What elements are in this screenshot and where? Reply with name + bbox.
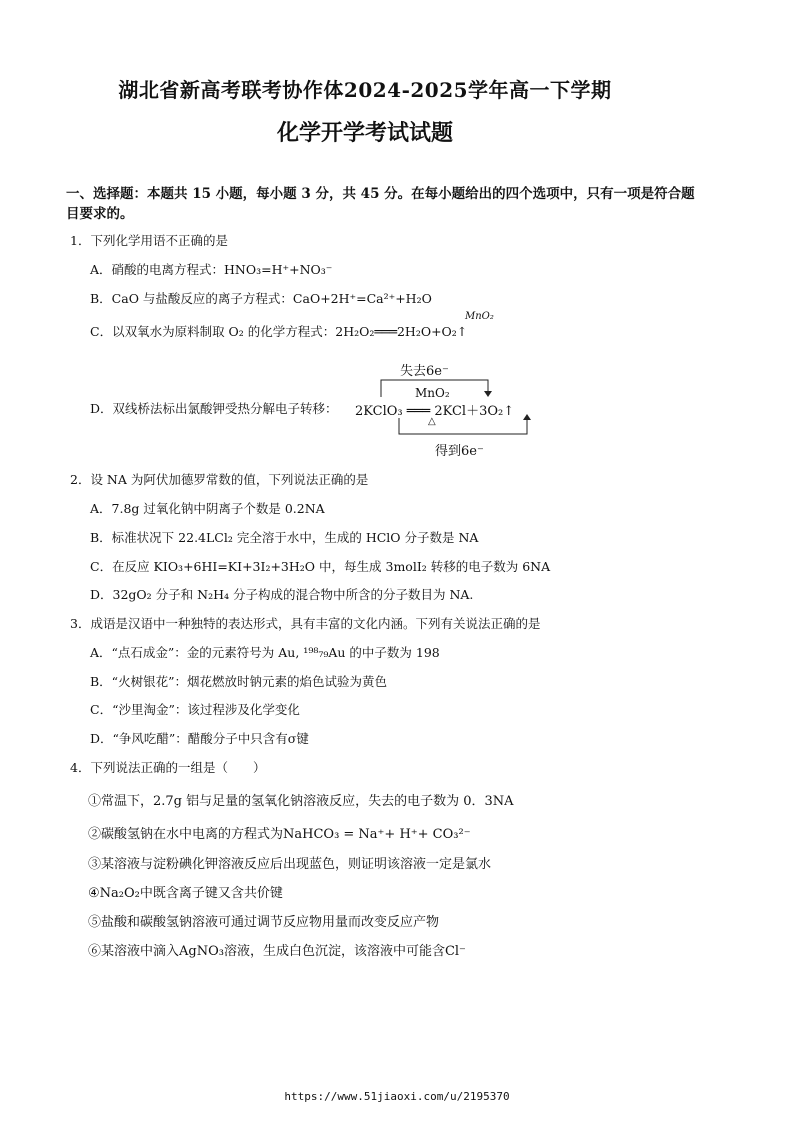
question-1-option-b: B．CaO 与盐酸反应的离子方程式：CaO+2H⁺=Ca²⁺+H₂O [90, 291, 432, 306]
question-1-option-a: A．硝酸的电离方程式：HNO₃=H⁺+NO₃⁻ [90, 262, 333, 277]
catalyst-label: MnO₂ [415, 386, 450, 400]
question-2-option-d: D．32gO₂ 分子和 N₂H₄ 分子构成的混合物中所含的分子数目为 NA. [90, 587, 474, 602]
question-2-option-c: C．在反应 KIO₃+6HI=KI+3I₂+3H₂O 中，每生成 3molI₂ 转移的电子数为 6NA [90, 559, 551, 574]
question-1-stem: 1．下列化学用语不正确的是 [70, 233, 228, 248]
question-4-item-2: ②碳酸氢钠在水中电离的方程式为NaHCO₃ = Na⁺+ H⁺+ CO₃²⁻ [88, 827, 471, 842]
question-1-option-c-condition: MnO₂ [465, 311, 494, 322]
section-heading: 一、选择题：本题共 15 小题，每小题 3 分，共 45 分。在每小题给出的四个选项中，只有一项是符合题目要求的。 [66, 186, 695, 222]
question-4-item-6: ⑥某溶液中滴入AgNO₃溶液，生成白色沉淀，该溶液中可能含Cl⁻ [88, 944, 466, 959]
electron-transfer-diagram [355, 360, 585, 460]
question-3-stem: 3．成语是汉语中一种独特的表达形式，具有丰富的文化内涵。下列有关说法正确的是 [70, 616, 541, 631]
question-2-option-b: B．标准状况下 22.4LCl₂ 完全溶于水中，生成的 HClO 分子数是 NA [90, 530, 479, 545]
electron-lost-label: 失去6e⁻ [400, 364, 449, 379]
question-1-option-c: C．以双氧水为原料制取 O₂ 的化学方程式：2H₂O₂═══2H₂O+O₂↑ [90, 324, 468, 339]
decomposition-equation: 2KClO₃ ═══ 2KCl＋3O₂↑ [355, 404, 515, 419]
question-4-item-3: ③某溶液与淀粉碘化钾溶液反应后出现蓝色，则证明该溶液一定是氯水 [88, 857, 492, 872]
electron-gained-label: 得到6e⁻ [435, 444, 484, 459]
question-3-option-d: D．“争风吃醋”：醋酸分子中只含有σ键 [90, 731, 309, 746]
question-3-option-c: C．“沙里淘金”：该过程涉及化学变化 [90, 702, 300, 717]
question-4-item-1: ①常温下，2.7g 铝与足量的氢氧化钠溶液反应，失去的电子数为 0．3NA [88, 794, 514, 809]
question-3-option-b: B．“火树银花”：烟花燃放时钠元素的焰色试验为黄色 [90, 674, 387, 689]
question-1-option-d: D．双线桥法标出氯酸钾受热分解电子转移： [90, 401, 338, 416]
question-4-item-4: ④Na₂O₂中既含离子键又含共价键 [88, 886, 283, 901]
question-2-option-a: A．7.8g 过氧化钠中阴离子个数是 0.2NA [90, 501, 325, 516]
exam-title: 湖北省新高考联考协作体2024-2025学年高一下学期 [118, 78, 612, 102]
exam-subtitle: 化学开学考试试题 [276, 120, 453, 146]
question-3-option-a: A．“点石成金”：金的元素符号为 Au, ¹⁹⁸₇₉Au 的中子数为 198 [90, 645, 440, 660]
question-4-item-5: ⑤盐酸和碳酸氢钠溶液可通过调节反应物用量而改变反应产物 [88, 915, 440, 930]
question-4-stem: 4．下列说法正确的一组是（ ） [70, 760, 266, 775]
question-2-stem: 2．设 NA 为阿伏加德罗常数的值，下列说法正确的是 [70, 472, 369, 487]
footer-url[interactable]: https://www.51jiaoxi.com/u/2195370 [284, 1090, 510, 1103]
heat-symbol: △ [428, 416, 436, 427]
